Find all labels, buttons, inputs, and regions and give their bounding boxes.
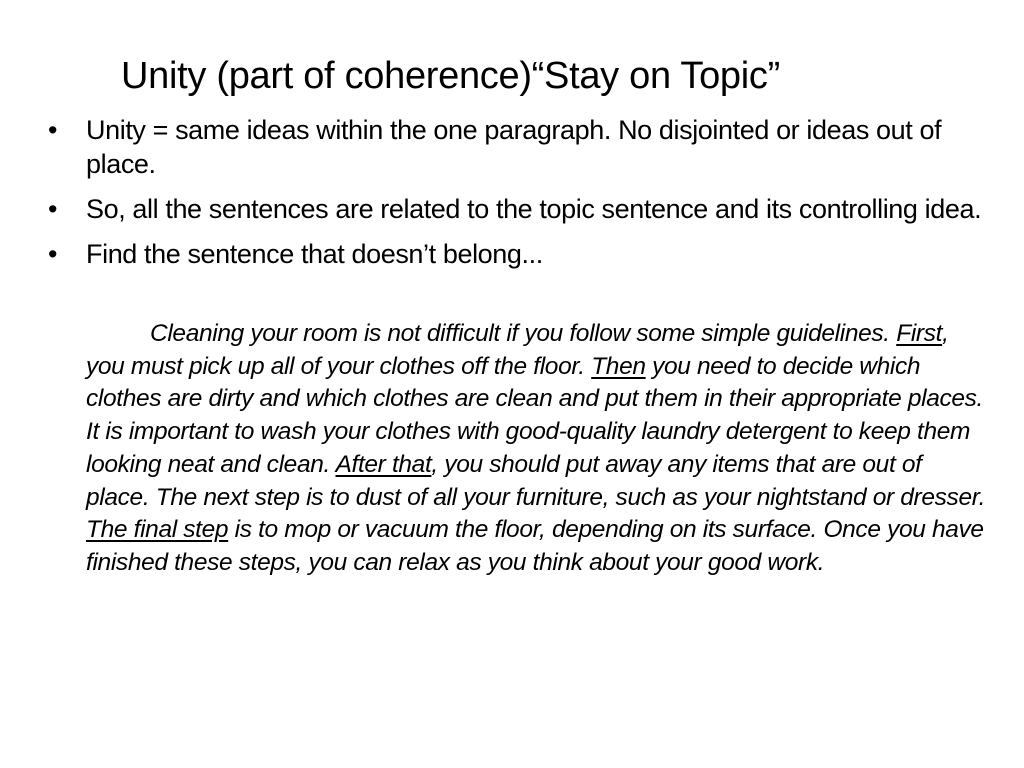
- example-text: , you should put away any items that are out of place. The next step is to dust of all your furniture, such as your nightstand or dresser.: [86, 450, 986, 511]
- example-text: Cleaning your room is not difficult if you follow some simple guidelines.: [150, 320, 897, 347]
- example-text: , you must pick up all of your clothes off the floor.: [86, 320, 949, 380]
- bullet-dot-icon: •: [48, 239, 58, 269]
- bullet-item: [46, 192, 991, 226]
- transition-word-final-step: The final step: [86, 516, 229, 544]
- bullet-item: [46, 113, 991, 181]
- transition-word-after-that: After that: [335, 450, 432, 478]
- bullet-text: Find the sentence that doesn’t belong...: [86, 239, 543, 269]
- bullet-item: [46, 237, 991, 271]
- slide-title: Unity (part of coherence)“Stay on Topic”: [121, 55, 780, 97]
- bullet-text: Unity = same ideas within the one paragraph. No disjointed or ideas out of place.: [86, 115, 942, 179]
- example-text: is to mop or vacuum the floor, depending on its surface. Once you have finished these steps, you can relax as you think about your good work.: [86, 516, 984, 576]
- example-paragraph: [86, 318, 991, 580]
- bullet-dot-icon: •: [48, 194, 58, 224]
- example-text: you need to decide which clothes are dirty and which clothes are clean and put them in their appropriate places. It is important to wash your clothes with good-quality laundry detergent to keep them looking neat and clean.: [86, 352, 983, 478]
- transition-word-then: Then: [591, 352, 646, 380]
- bullet-list: [46, 113, 991, 282]
- bullet-text: So, all the sentences are related to the topic sentence and its controlling idea.: [86, 194, 982, 224]
- transition-word-first: First: [896, 320, 943, 347]
- bullet-dot-icon: •: [48, 115, 58, 145]
